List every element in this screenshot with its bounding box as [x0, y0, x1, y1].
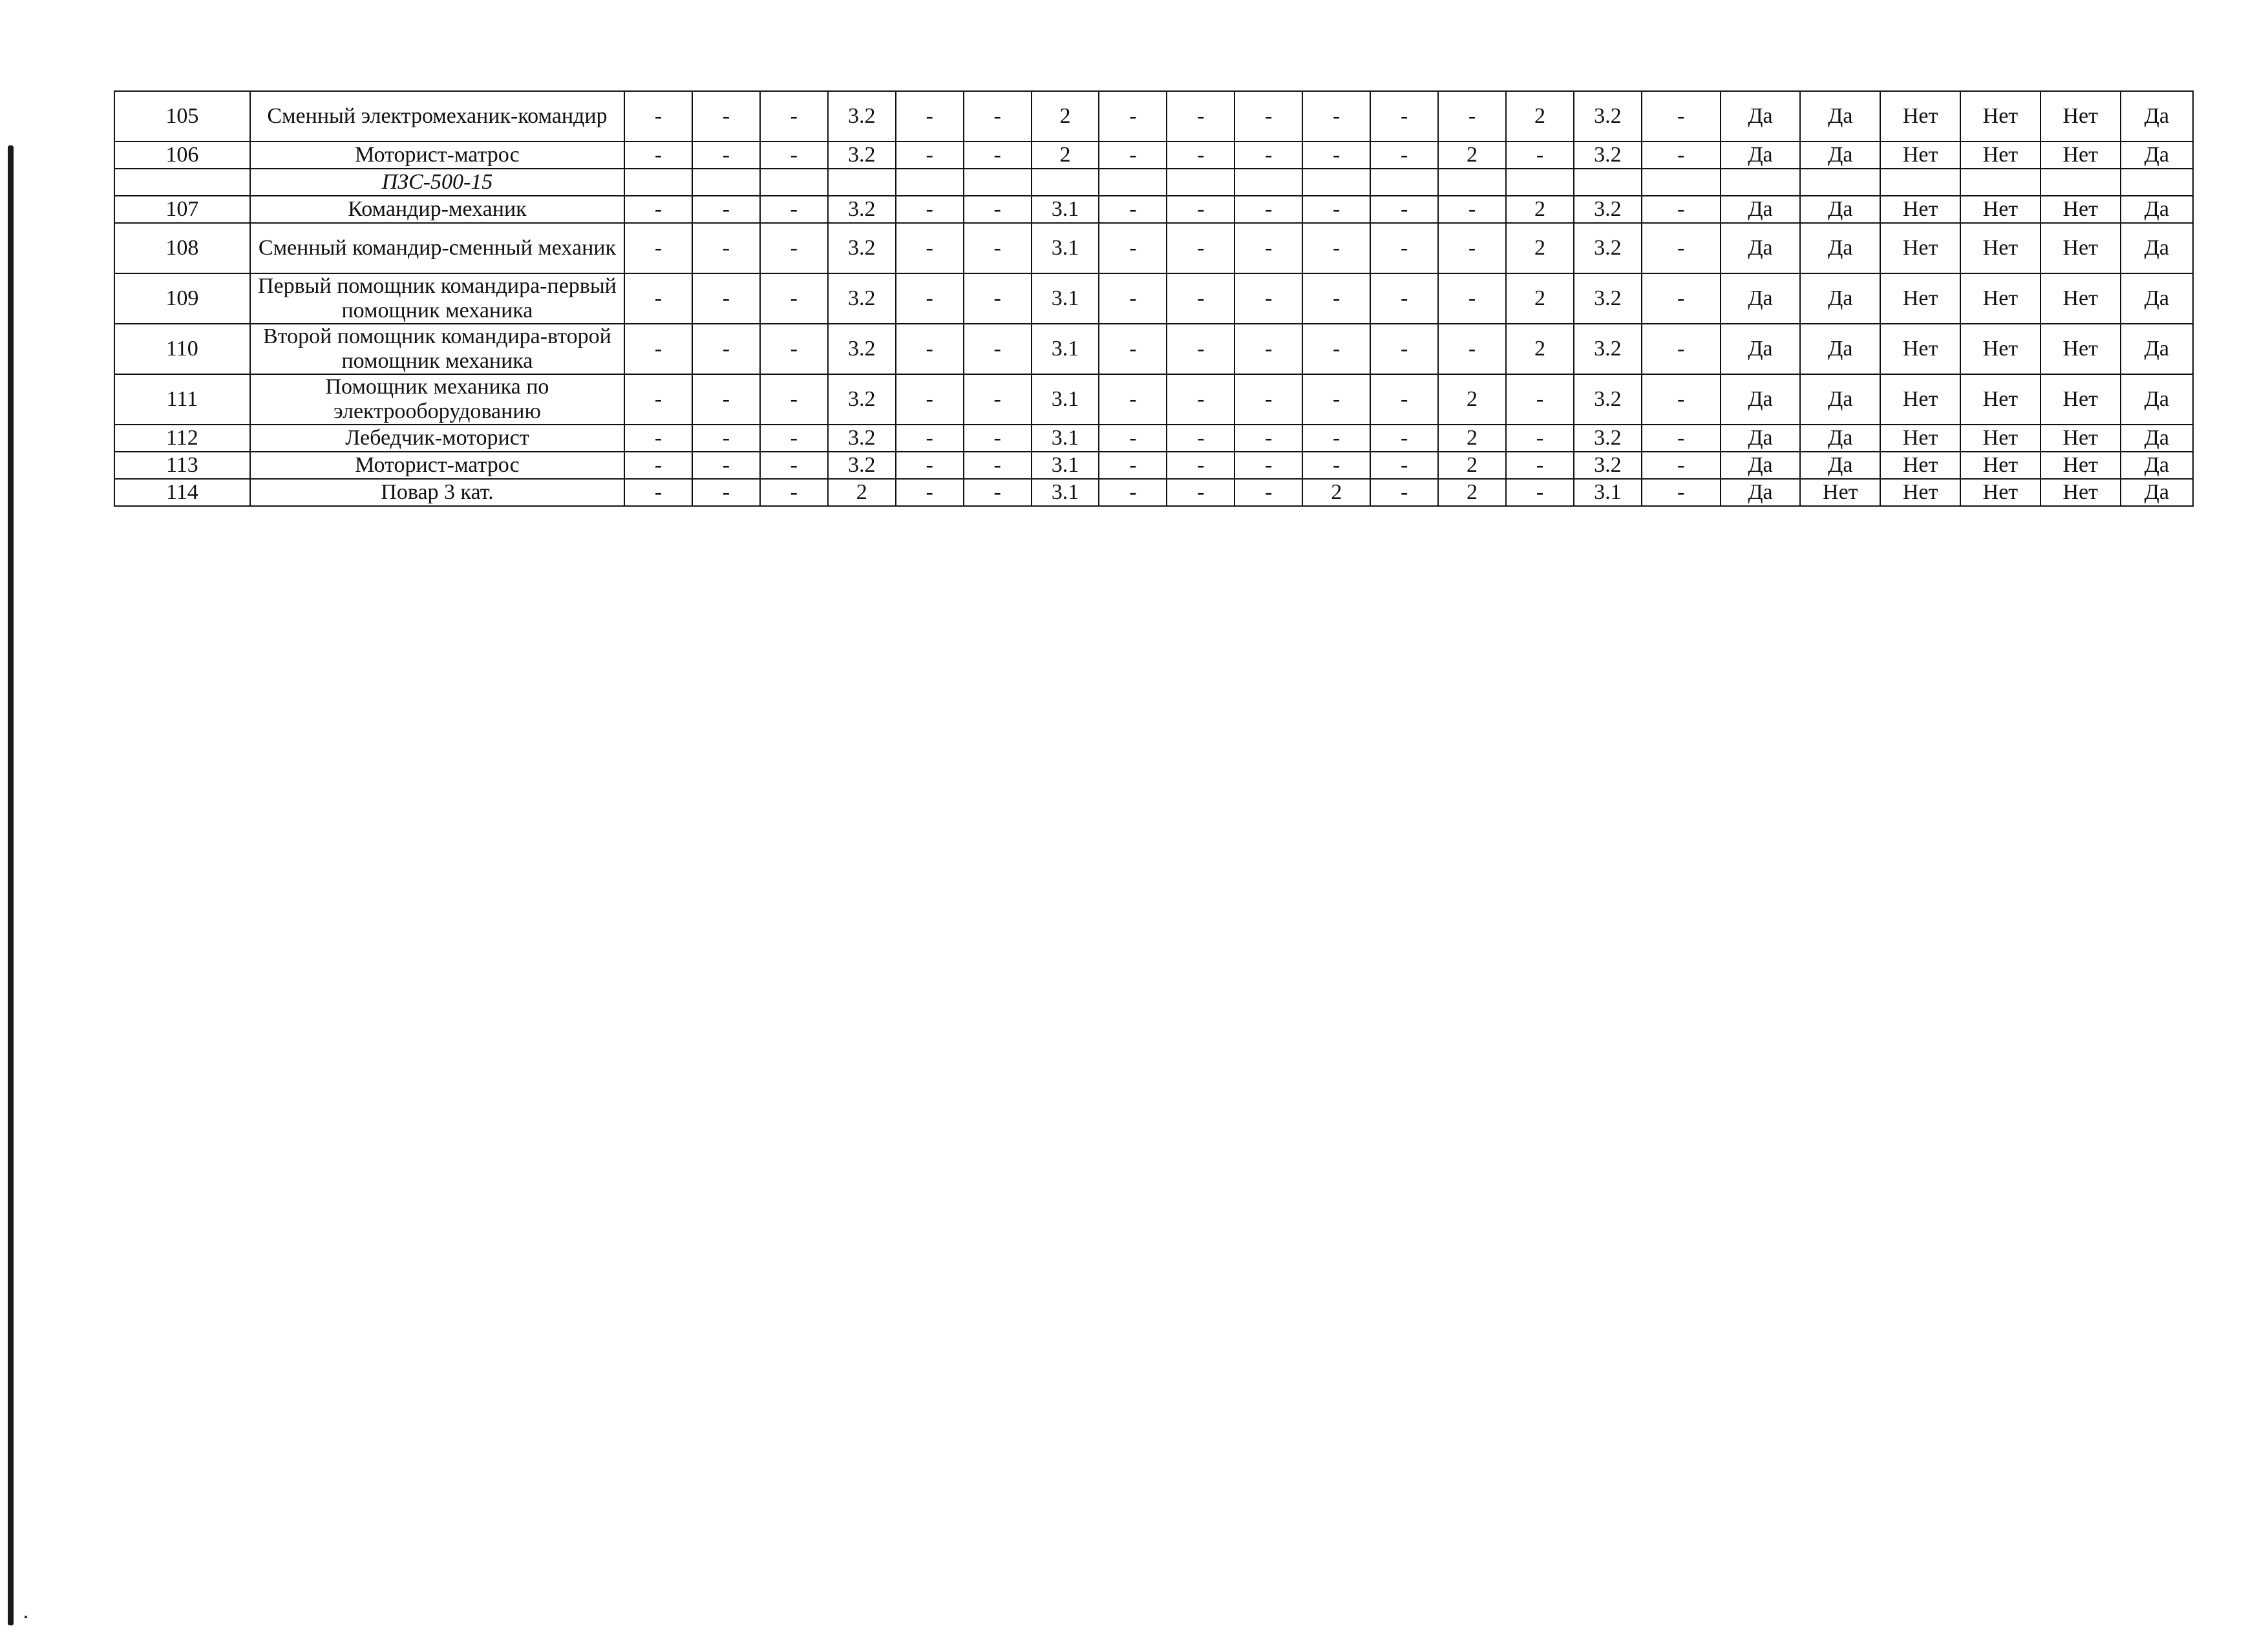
value-cell: Нет — [2040, 374, 2121, 425]
value-cell: - — [1302, 223, 1370, 273]
scan-edge-mark — [8, 145, 14, 1625]
value-cell: 2 — [1438, 425, 1506, 452]
value-cell: - — [1167, 142, 1235, 169]
value-cell: - — [760, 196, 828, 223]
value-cell: Да — [2121, 273, 2193, 324]
table-row — [114, 374, 2193, 425]
value-cell: 3.2 — [1574, 91, 1642, 142]
value-cell: - — [1099, 142, 1167, 169]
value-cell: Да — [1800, 223, 1880, 273]
value-cell: - — [760, 91, 828, 142]
value-cell: Да — [1721, 142, 1801, 169]
value-cell: 2 — [1506, 324, 1574, 374]
value-cell: Да — [1800, 273, 1880, 324]
value-cell: - — [1235, 196, 1302, 223]
value-cell: Нет — [1880, 324, 1960, 374]
value-cell: - — [1642, 374, 1721, 425]
position-name-cell: Второй помощник командира-второй помощник механика — [250, 324, 624, 374]
value-cell: - — [896, 91, 964, 142]
position-name-cell: Моторист-матрос — [250, 142, 624, 169]
row-number-cell: 114 — [114, 479, 250, 506]
value-cell: - — [1167, 374, 1235, 425]
value-cell: - — [896, 374, 964, 425]
value-cell: - — [1642, 142, 1721, 169]
value-cell: - — [1302, 91, 1370, 142]
value-cell: - — [1642, 91, 1721, 142]
value-cell: 2 — [1438, 452, 1506, 479]
value-cell: Нет — [1960, 374, 2040, 425]
value-cell — [1302, 169, 1370, 196]
value-cell: - — [1438, 196, 1506, 223]
value-cell — [1438, 169, 1506, 196]
value-cell: 3.2 — [828, 452, 896, 479]
value-cell: Да — [1721, 452, 1801, 479]
staff-qualification-table — [114, 90, 2194, 507]
value-cell: - — [760, 223, 828, 273]
value-cell: - — [896, 273, 964, 324]
value-cell: 3.1 — [1574, 479, 1642, 506]
value-cell: 3.2 — [828, 223, 896, 273]
value-cell — [964, 169, 1032, 196]
value-cell: Да — [2121, 479, 2193, 506]
value-cell: Да — [1800, 452, 1880, 479]
position-name-cell: Моторист-матрос — [250, 452, 624, 479]
value-cell: 3.1 — [1032, 196, 1099, 223]
value-cell: Нет — [1880, 142, 1960, 169]
value-cell: - — [1642, 452, 1721, 479]
row-number-cell: 105 — [114, 91, 250, 142]
value-cell — [692, 169, 760, 196]
value-cell: Нет — [1960, 452, 2040, 479]
value-cell — [1099, 169, 1167, 196]
value-cell: - — [1235, 324, 1302, 374]
value-cell: Да — [1721, 425, 1801, 452]
value-cell: Нет — [1960, 223, 2040, 273]
value-cell: 2 — [1438, 479, 1506, 506]
value-cell: - — [1642, 196, 1721, 223]
value-cell — [1880, 169, 1960, 196]
value-cell — [1167, 169, 1235, 196]
row-number-cell: 109 — [114, 273, 250, 324]
value-cell: Нет — [2040, 479, 2121, 506]
value-cell: - — [624, 324, 692, 374]
table-row — [114, 479, 2193, 506]
table-row — [114, 223, 2193, 273]
value-cell: - — [1099, 273, 1167, 324]
value-cell: Нет — [2040, 196, 2121, 223]
value-cell: - — [1302, 324, 1370, 374]
value-cell: 3.2 — [828, 91, 896, 142]
value-cell: - — [624, 223, 692, 273]
value-cell: Да — [1800, 374, 1880, 425]
value-cell: 3.2 — [1574, 452, 1642, 479]
value-cell: - — [1167, 425, 1235, 452]
value-cell — [896, 169, 964, 196]
value-cell: - — [692, 196, 760, 223]
value-cell — [1506, 169, 1574, 196]
value-cell: - — [1099, 196, 1167, 223]
value-cell — [1721, 169, 1801, 196]
value-cell: - — [1370, 324, 1438, 374]
position-name-cell: Лебедчик-моторист — [250, 425, 624, 452]
position-name-cell: Сменный командир-сменный механик — [250, 223, 624, 273]
value-cell: Да — [2121, 425, 2193, 452]
value-cell: - — [1438, 91, 1506, 142]
value-cell: - — [760, 452, 828, 479]
row-number-cell: 112 — [114, 425, 250, 452]
value-cell: - — [1302, 142, 1370, 169]
value-cell: Да — [1800, 196, 1880, 223]
value-cell: - — [1370, 273, 1438, 324]
value-cell: 3.1 — [1032, 273, 1099, 324]
table-row — [114, 273, 2193, 324]
value-cell: - — [1642, 425, 1721, 452]
value-cell: 3.2 — [1574, 223, 1642, 273]
value-cell: - — [896, 425, 964, 452]
value-cell: - — [1370, 425, 1438, 452]
value-cell: - — [1506, 425, 1574, 452]
value-cell: 3.2 — [828, 273, 896, 324]
table-row — [114, 324, 2193, 374]
table-body — [114, 91, 2193, 506]
position-name-cell: Помощник механика по электрооборудованию — [250, 374, 624, 425]
value-cell: - — [692, 324, 760, 374]
value-cell: Да — [2121, 223, 2193, 273]
value-cell — [2040, 169, 2121, 196]
value-cell: - — [1302, 196, 1370, 223]
value-cell: - — [1370, 196, 1438, 223]
value-cell: - — [1370, 452, 1438, 479]
value-cell: Нет — [1880, 425, 1960, 452]
value-cell: Нет — [2040, 91, 2121, 142]
value-cell: Нет — [2040, 223, 2121, 273]
value-cell: Нет — [2040, 142, 2121, 169]
value-cell — [1800, 169, 1880, 196]
value-cell: - — [896, 452, 964, 479]
value-cell: - — [692, 273, 760, 324]
value-cell: - — [896, 196, 964, 223]
value-cell: 3.2 — [828, 196, 896, 223]
value-cell — [828, 169, 896, 196]
value-cell: - — [624, 452, 692, 479]
value-cell: Нет — [2040, 425, 2121, 452]
vessel-type-cell: ПЗС-500-15 — [250, 169, 624, 196]
value-cell: - — [1302, 374, 1370, 425]
scan-dot-mark — [25, 1616, 27, 1618]
table-row — [114, 142, 2193, 169]
document-sheet — [114, 90, 2194, 507]
value-cell: Да — [1800, 425, 1880, 452]
value-cell: - — [624, 374, 692, 425]
value-cell: 3.2 — [1574, 273, 1642, 324]
value-cell: Да — [1721, 479, 1801, 506]
value-cell: Нет — [1960, 196, 2040, 223]
value-cell: - — [760, 142, 828, 169]
value-cell: - — [1235, 91, 1302, 142]
value-cell: - — [1099, 91, 1167, 142]
value-cell: - — [1235, 142, 1302, 169]
value-cell: - — [1235, 452, 1302, 479]
value-cell: - — [1167, 91, 1235, 142]
value-cell: Да — [2121, 324, 2193, 374]
value-cell: - — [692, 142, 760, 169]
value-cell: - — [1099, 374, 1167, 425]
value-cell: - — [1642, 223, 1721, 273]
value-cell: 3.1 — [1032, 223, 1099, 273]
value-cell — [624, 169, 692, 196]
value-cell: Да — [1721, 196, 1801, 223]
value-cell: - — [692, 91, 760, 142]
value-cell: - — [1438, 273, 1506, 324]
value-cell: - — [1370, 142, 1438, 169]
value-cell: 2 — [1506, 196, 1574, 223]
value-cell: - — [964, 142, 1032, 169]
table-row — [114, 196, 2193, 223]
value-cell: Нет — [1880, 91, 1960, 142]
value-cell: - — [964, 479, 1032, 506]
value-cell: - — [896, 479, 964, 506]
value-cell: Да — [2121, 91, 2193, 142]
value-cell: Да — [2121, 374, 2193, 425]
value-cell: Да — [1800, 91, 1880, 142]
value-cell: Нет — [1880, 196, 1960, 223]
value-cell: - — [692, 223, 760, 273]
value-cell: Нет — [1960, 142, 2040, 169]
value-cell: - — [964, 223, 1032, 273]
value-cell: - — [1506, 479, 1574, 506]
value-cell: - — [964, 324, 1032, 374]
value-cell: Да — [1721, 91, 1801, 142]
value-cell: - — [1370, 91, 1438, 142]
value-cell: 2 — [1506, 273, 1574, 324]
row-number-cell: 110 — [114, 324, 250, 374]
value-cell: 3.2 — [828, 374, 896, 425]
value-cell: Нет — [2040, 273, 2121, 324]
value-cell: - — [1506, 374, 1574, 425]
value-cell: 3.1 — [1032, 374, 1099, 425]
value-cell: - — [760, 374, 828, 425]
value-cell: Нет — [2040, 324, 2121, 374]
value-cell: - — [760, 273, 828, 324]
value-cell: 3.1 — [1032, 452, 1099, 479]
value-cell: Нет — [1960, 324, 2040, 374]
value-cell: - — [1642, 273, 1721, 324]
value-cell — [1370, 169, 1438, 196]
value-cell: - — [624, 196, 692, 223]
value-cell: - — [1167, 196, 1235, 223]
value-cell: - — [692, 374, 760, 425]
value-cell: Да — [2121, 142, 2193, 169]
value-cell: 2 — [1506, 223, 1574, 273]
value-cell: - — [964, 374, 1032, 425]
value-cell: 2 — [1438, 142, 1506, 169]
value-cell: - — [760, 479, 828, 506]
value-cell: 3.1 — [1032, 425, 1099, 452]
value-cell: Нет — [1880, 452, 1960, 479]
value-cell: 3.2 — [828, 142, 896, 169]
value-cell — [2121, 169, 2193, 196]
value-cell: - — [1167, 324, 1235, 374]
value-cell: 2 — [1032, 91, 1099, 142]
value-cell: Да — [2121, 196, 2193, 223]
value-cell: 3.2 — [1574, 142, 1642, 169]
value-cell: - — [1370, 479, 1438, 506]
value-cell: - — [964, 196, 1032, 223]
value-cell: - — [1302, 425, 1370, 452]
row-number-cell: 107 — [114, 196, 250, 223]
value-cell: - — [1099, 223, 1167, 273]
value-cell: - — [1099, 425, 1167, 452]
value-cell: Да — [1800, 324, 1880, 374]
value-cell: 2 — [1438, 374, 1506, 425]
value-cell: 3.1 — [1032, 324, 1099, 374]
value-cell: Нет — [1960, 273, 2040, 324]
value-cell: - — [624, 91, 692, 142]
value-cell: Нет — [1800, 479, 1880, 506]
value-cell: - — [1506, 452, 1574, 479]
value-cell: Нет — [1960, 479, 2040, 506]
row-number-cell: 106 — [114, 142, 250, 169]
value-cell: - — [760, 324, 828, 374]
row-number-cell: 111 — [114, 374, 250, 425]
value-cell: - — [760, 425, 828, 452]
value-cell: 3.2 — [1574, 324, 1642, 374]
value-cell: Да — [1721, 374, 1801, 425]
value-cell: Да — [1800, 142, 1880, 169]
value-cell: 2 — [1302, 479, 1370, 506]
value-cell: Нет — [1960, 425, 2040, 452]
value-cell: Нет — [1880, 273, 1960, 324]
value-cell: Нет — [1880, 479, 1960, 506]
value-cell: 2 — [1032, 142, 1099, 169]
value-cell: - — [1642, 324, 1721, 374]
value-cell: 2 — [1506, 91, 1574, 142]
value-cell: - — [964, 425, 1032, 452]
value-cell — [1960, 169, 2040, 196]
table-row — [114, 425, 2193, 452]
value-cell: - — [1506, 142, 1574, 169]
value-cell: Нет — [1960, 91, 2040, 142]
value-cell: - — [624, 142, 692, 169]
value-cell: - — [1235, 374, 1302, 425]
value-cell: - — [1099, 479, 1167, 506]
value-cell: - — [692, 425, 760, 452]
row-number-cell — [114, 169, 250, 196]
value-cell: 3.2 — [1574, 196, 1642, 223]
value-cell: - — [964, 91, 1032, 142]
value-cell: - — [1302, 452, 1370, 479]
value-cell: 3.2 — [1574, 425, 1642, 452]
value-cell: Нет — [2040, 452, 2121, 479]
value-cell: 3.2 — [828, 425, 896, 452]
value-cell: - — [1167, 452, 1235, 479]
value-cell — [1574, 169, 1642, 196]
value-cell: - — [1099, 324, 1167, 374]
value-cell: - — [1235, 223, 1302, 273]
value-cell: 2 — [828, 479, 896, 506]
value-cell: - — [964, 452, 1032, 479]
value-cell: - — [692, 479, 760, 506]
value-cell: Да — [2121, 452, 2193, 479]
value-cell: 3.1 — [1032, 479, 1099, 506]
section-header-row — [114, 169, 2193, 196]
value-cell: - — [896, 142, 964, 169]
value-cell: - — [964, 273, 1032, 324]
value-cell: - — [624, 273, 692, 324]
value-cell: - — [1235, 273, 1302, 324]
value-cell: - — [1370, 223, 1438, 273]
position-name-cell: Сменный электромеханик-командир — [250, 91, 624, 142]
value-cell: Нет — [1880, 223, 1960, 273]
value-cell: - — [692, 452, 760, 479]
value-cell: - — [1302, 273, 1370, 324]
value-cell: - — [1099, 452, 1167, 479]
table-row — [114, 452, 2193, 479]
position-name-cell: Первый помощник командира-первый помощник механика — [250, 273, 624, 324]
value-cell: - — [1167, 223, 1235, 273]
value-cell: - — [1642, 479, 1721, 506]
row-number-cell: 113 — [114, 452, 250, 479]
value-cell: Да — [1721, 324, 1801, 374]
value-cell: 3.2 — [828, 324, 896, 374]
value-cell: Да — [1721, 223, 1801, 273]
value-cell: - — [1370, 374, 1438, 425]
value-cell: - — [624, 425, 692, 452]
position-name-cell: Командир-механик — [250, 196, 624, 223]
value-cell — [1642, 169, 1721, 196]
value-cell: - — [1235, 479, 1302, 506]
value-cell — [1032, 169, 1099, 196]
value-cell — [1235, 169, 1302, 196]
value-cell: 3.2 — [1574, 374, 1642, 425]
value-cell — [760, 169, 828, 196]
value-cell: - — [1167, 479, 1235, 506]
row-number-cell: 108 — [114, 223, 250, 273]
value-cell: - — [896, 324, 964, 374]
value-cell: - — [1167, 273, 1235, 324]
value-cell: - — [896, 223, 964, 273]
position-name-cell: Повар 3 кат. — [250, 479, 624, 506]
value-cell: Да — [1721, 273, 1801, 324]
value-cell: - — [1235, 425, 1302, 452]
value-cell: - — [1438, 223, 1506, 273]
value-cell: Нет — [1880, 374, 1960, 425]
value-cell: - — [624, 479, 692, 506]
table-row — [114, 91, 2193, 142]
value-cell: - — [1438, 324, 1506, 374]
